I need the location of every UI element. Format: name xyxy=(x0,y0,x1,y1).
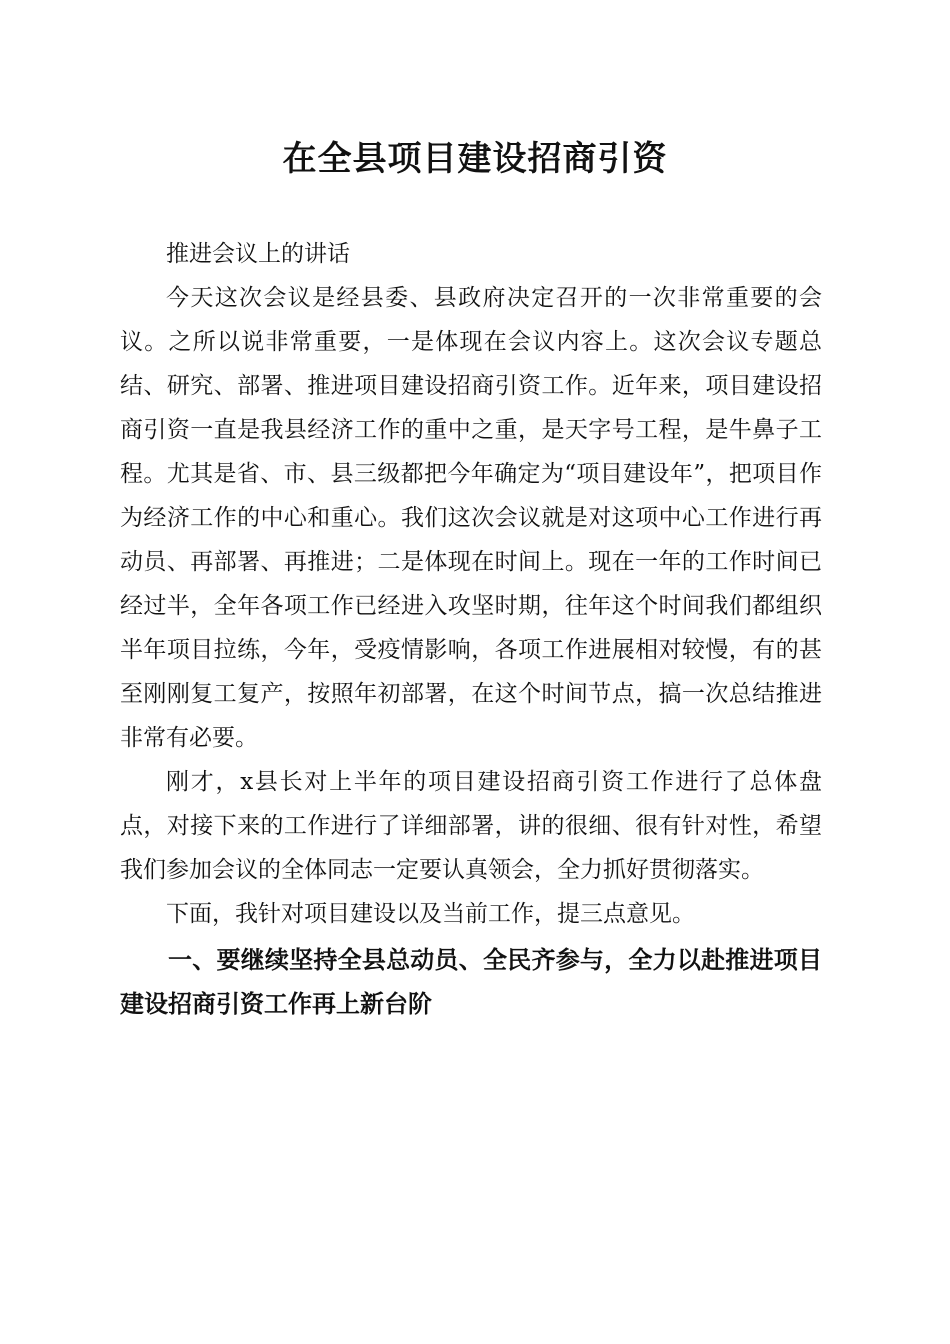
document-body xyxy=(120,232,822,1026)
body-paragraph: 下面，我针对项目建设以及当前工作，提三点意见。 xyxy=(166,901,695,927)
body-paragraph: 刚才，x县长对上半年的项目建设招商引资工作进行了总体盘点，对接下来的工作进行了详细部署，讲的很细、很有针对性，希望我们参加会议的全体同志一定要认真领会，全力抓好贯彻落实。 xyxy=(120,769,822,883)
subtitle-paragraph: 推进会议上的讲话 xyxy=(166,241,350,267)
body-paragraph: 今天这次会议是经县委、县政府决定召开的一次非常重要的会议。之所以说非常重要，一是体现在会议内容上。这次会议专题总结、研究、部署、推进项目建设招商引资工作。近年来，项目建设招商引资一直是我县经济工作的重中之重，是天字号工程，是牛鼻子工程。尤其是省、市、县三级都把今年确定为“项目建设年”，把项目作为经济工作的中心和重心。我们这次会议就是对这项中心工作进行再动员、再部署、再推进；二是体现在时间上。现在一年的工作时间已经过半，全年各项工作已经进入攻坚时期，往年这个时间我们都组织半年项目拉练，今年，受疫情影响，各项工作进展相对较慢，有的甚至刚刚复工复产，按照年初部署，在这个时间节点，搞一次总结推进非常有必要。 xyxy=(120,285,822,751)
section-heading: 一、要继续坚持全县总动员、全民齐参与，全力以赴推进项目建设招商引资工作再上新台阶 xyxy=(120,946,822,1018)
document-title: 在全县项目建设招商引资 xyxy=(282,139,668,179)
